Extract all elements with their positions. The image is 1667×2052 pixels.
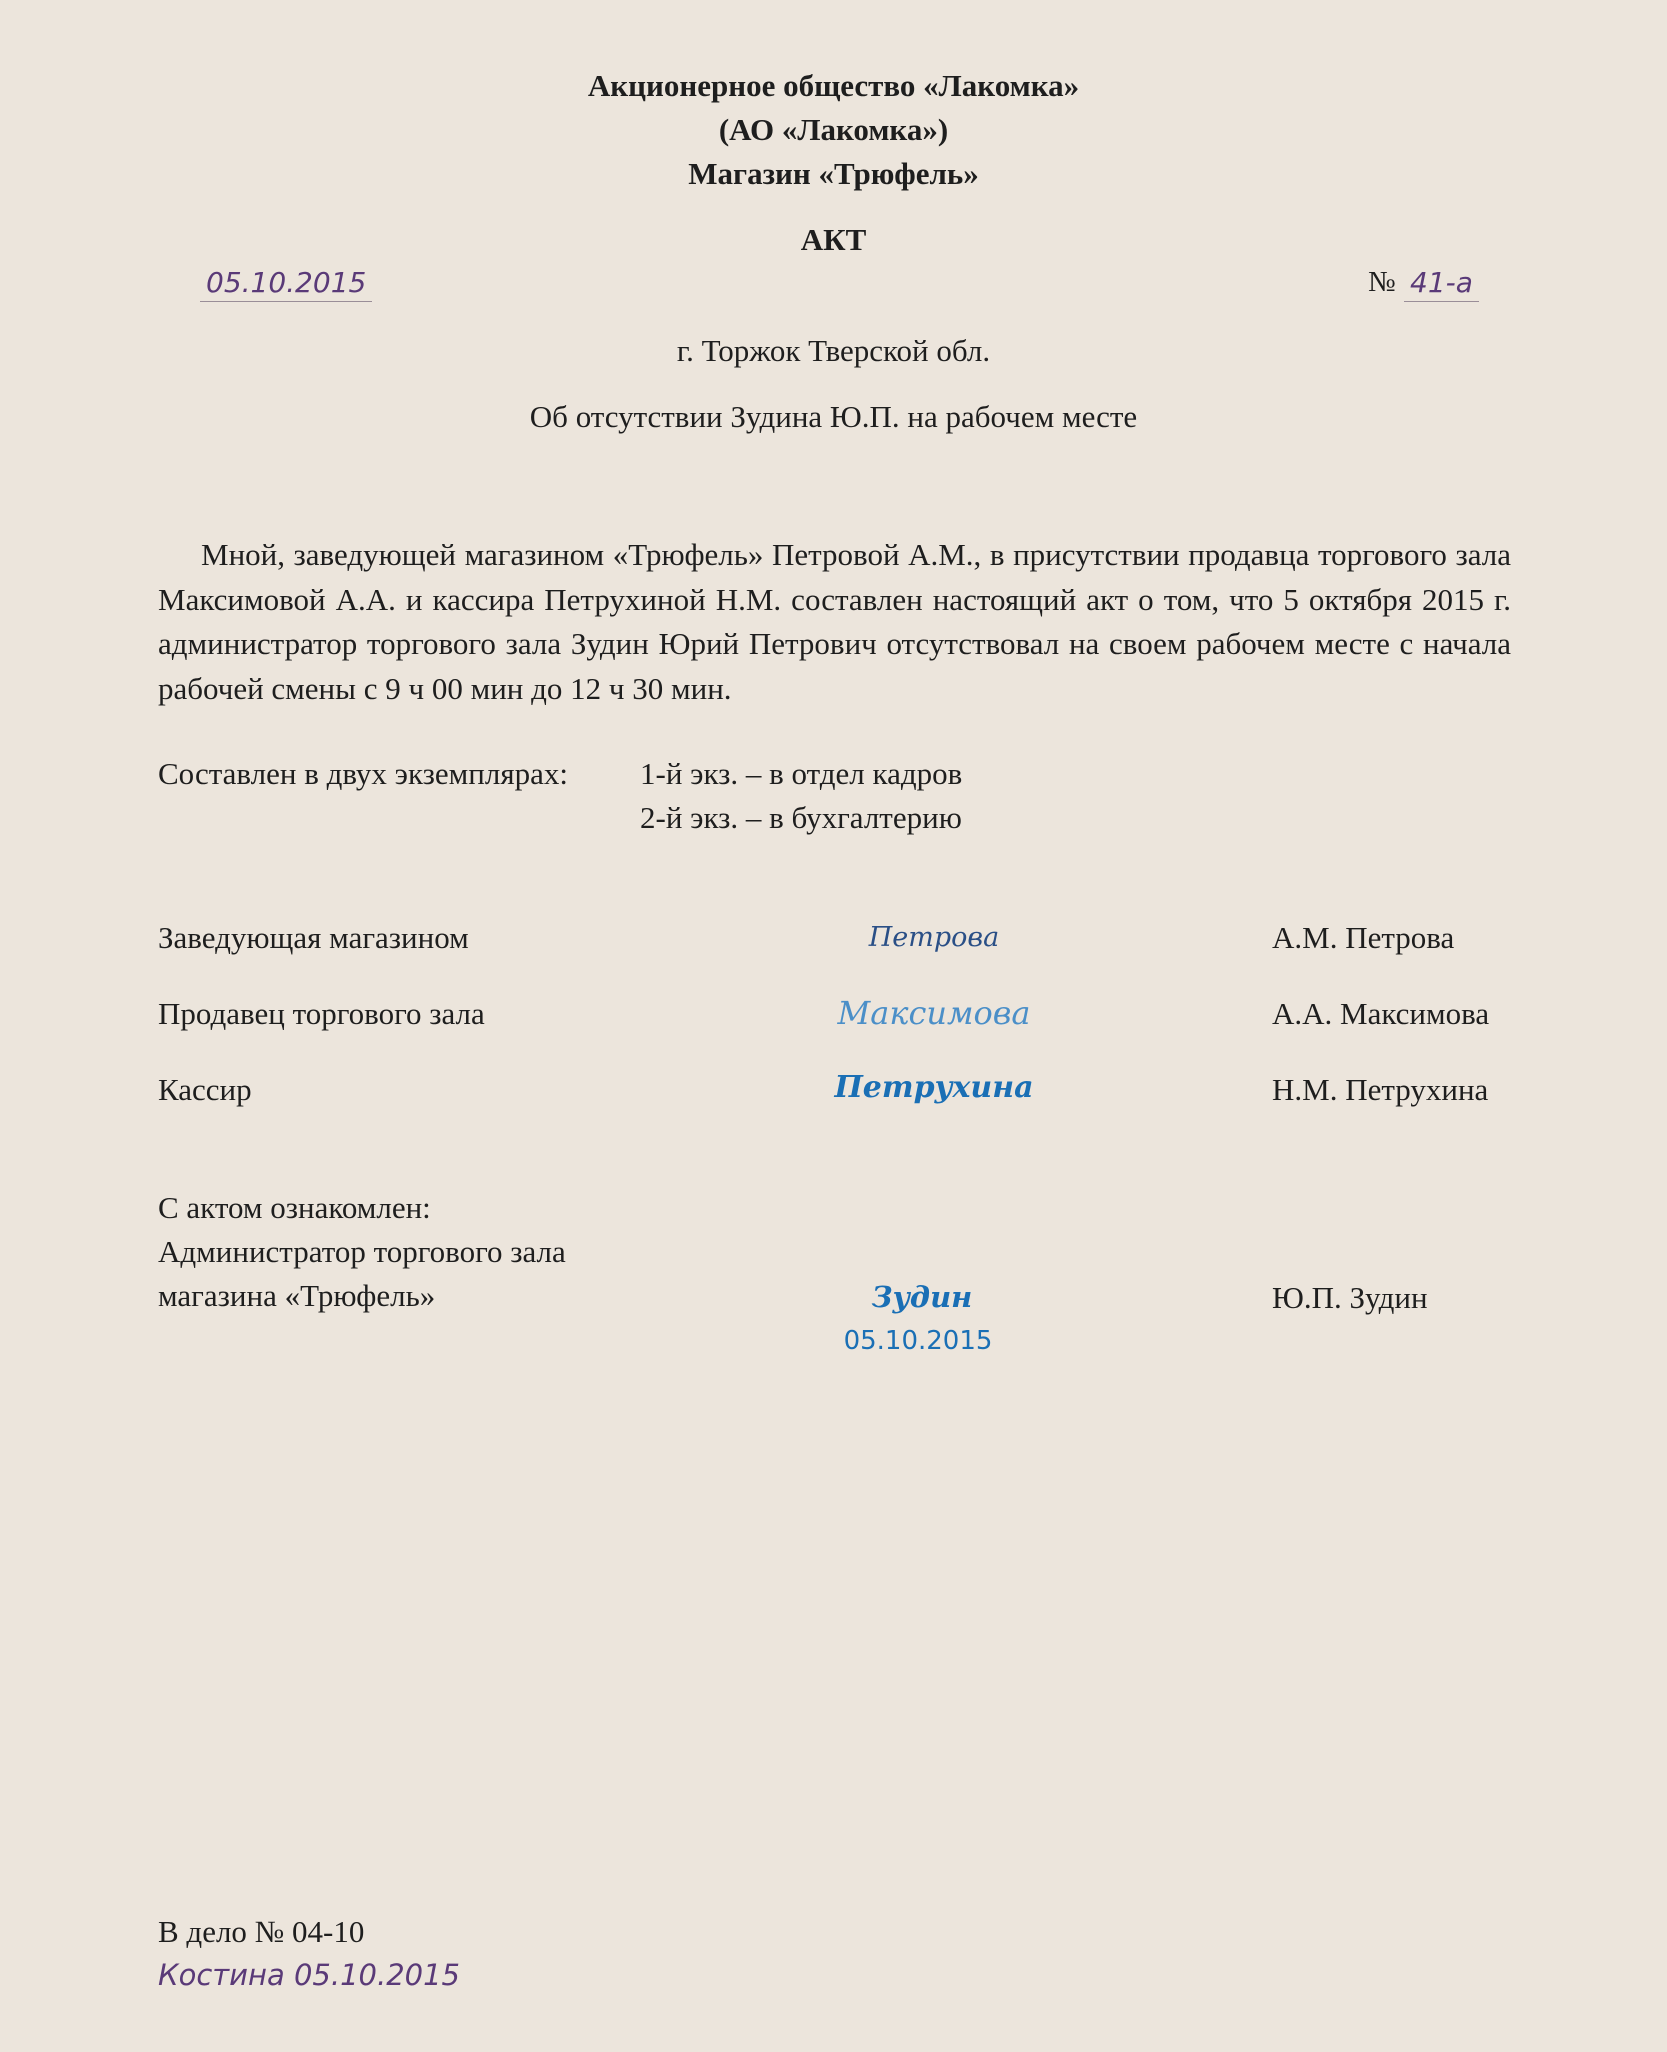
acknowledgement-signature: Зудин bbox=[871, 1280, 973, 1314]
copy-item: 1-й экз. – в отдел кадров bbox=[640, 756, 963, 791]
acknowledgement-position: Администратор торгового зала bbox=[158, 1234, 566, 1269]
org-name: Акционерное общество «Лакомка» bbox=[587, 68, 1080, 103]
filing-note: Костина 05.10.2015 bbox=[158, 1958, 461, 1992]
org-short-name: (АО «Лакомка») bbox=[718, 112, 949, 147]
signer-name: А.М. Петрова bbox=[1272, 920, 1455, 955]
signer-name: Н.М. Петрухина bbox=[1272, 1072, 1489, 1107]
signature-handwritten: Петрухина bbox=[834, 1070, 1034, 1105]
signature-handwritten: Максимова bbox=[837, 994, 1031, 1032]
acknowledgement-store: магазина «Трюфель» bbox=[158, 1278, 436, 1313]
number-sign: № bbox=[1368, 266, 1396, 298]
acknowledgement-date: 05.10.2015 bbox=[843, 1326, 993, 1356]
signer-position: Продавец торгового зала bbox=[158, 996, 485, 1031]
signer-position: Кассир bbox=[158, 1072, 252, 1107]
document-number: 41-а bbox=[1404, 266, 1479, 302]
signer-position: Заведующая магазином bbox=[158, 920, 469, 955]
document-date: 05.10.2015 bbox=[200, 266, 372, 302]
filing-text: В дело № 04-10 bbox=[158, 1914, 365, 1949]
acknowledgement-heading: С актом ознакомлен: bbox=[158, 1190, 431, 1225]
document-place: г. Торжок Тверской обл. bbox=[676, 333, 991, 368]
signature-handwritten: Петрова bbox=[868, 922, 1000, 953]
acknowledgement-name: Ю.П. Зудин bbox=[1272, 1280, 1428, 1315]
document-subject: Об отсутствии Зудина Ю.П. на рабочем месте bbox=[529, 399, 1138, 434]
signer-name: А.А. Максимова bbox=[1272, 996, 1490, 1031]
copies-label: Составлен в двух экземплярах: bbox=[158, 756, 568, 791]
store-name: Магазин «Трюфель» bbox=[688, 156, 979, 191]
document-type: АКТ bbox=[800, 222, 867, 257]
body-paragraph: Мной, заведующей магазином «Трюфель» Петровой А.М., в присутствии продавца торгового зала Максимовой А.А. и кассира Петрухиной Н.М. составлен настоящий акт о том, что 5 октября 2015 г. администратор торгового зала Зудин Юрий Петрович отсутствовал на своем рабочем месте с начала рабочей смены с 9 ч 00 мин до 12 ч 30 мин. bbox=[158, 537, 1511, 706]
copy-item: 2-й экз. – в бухгалтерию bbox=[640, 800, 962, 835]
